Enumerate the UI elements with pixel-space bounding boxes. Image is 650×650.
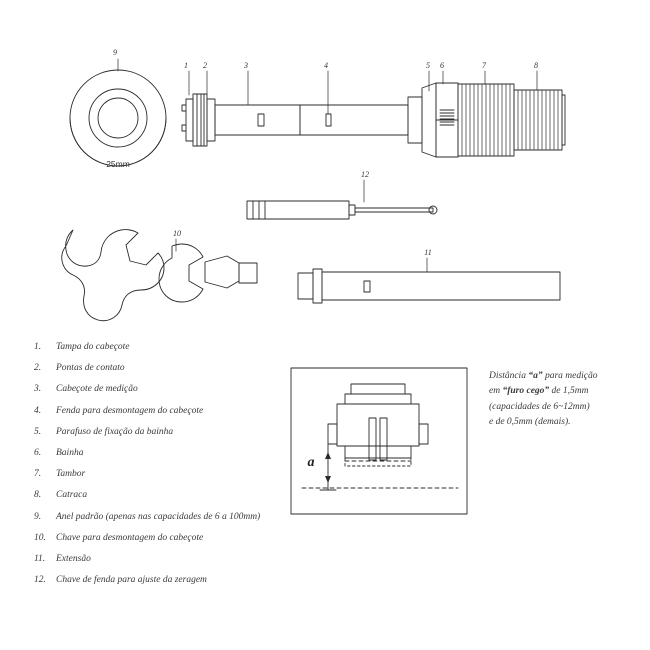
dimension-a-label: a [307,455,315,470]
legend-label: Tampa do cabeçote [56,342,130,352]
extension-part11 [298,269,560,303]
legend-label: Fenda para desmontagem do cabeçote [56,405,204,416]
legend-label: Pontas de contato [56,363,125,374]
note-line-3: (capacidades de 6~12mm) [489,401,590,412]
list-item [34,511,284,524]
callout-1: 1 [184,61,188,70]
list-item [34,447,284,460]
legend-label: Parafuso de fixação da bainha [56,426,174,437]
list-item [34,553,284,566]
note-line1-bold: “a” [528,371,543,381]
legend-number: 1. [34,342,42,352]
legend-number: 10. [34,532,46,543]
legend-label: Chave para desmontagem do cabeçote [56,532,204,543]
note-line2-pre: em [489,386,503,397]
legend-number: 7. [34,469,42,480]
list-item [34,468,284,481]
list-item [34,362,284,375]
legend-number: 4. [34,405,42,416]
list-item [34,383,284,396]
ring-gauge-size-label: 25mm [106,159,130,169]
legend-number: 5. [34,426,42,437]
callout-9: 9 [113,48,117,57]
list-item [34,341,284,354]
screwdriver-part12 [247,201,437,219]
wrench-part10 [62,230,257,321]
callout-11: 11 [424,248,432,257]
note-line-1 [489,369,637,384]
list-item [34,532,284,545]
note-line2-bold: “furo cego” [502,386,550,397]
callout-2: 2 [203,61,207,70]
callout-7: 7 [482,61,486,70]
note-line1-pre: Distância [489,371,529,381]
parts-legend [34,341,284,595]
blind-hole-detail [291,368,467,514]
legend-number: 6. [34,448,42,459]
callout-4: 4 [324,61,328,70]
legend-number: 3. [34,384,42,395]
note-line1-post: para medição [542,371,598,381]
callout-12: 12 [361,170,369,179]
callout-3: 3 [244,61,248,70]
callout-10: 10 [173,229,181,238]
list-item [34,426,284,439]
legend-number: 9. [34,511,42,522]
legend-label: Extensão [56,554,91,565]
legend-label: Bainha [56,448,84,459]
legend-label: Tambor [56,469,86,480]
legend-number: 8. [34,490,42,501]
legend-number: 11. [34,554,46,565]
callout-8: 8 [534,61,538,70]
note-line-4: e de 0,5mm (demais). [489,417,571,428]
legend-label: Catraca [56,490,88,501]
callout-5: 5 [426,61,430,70]
legend-label: Chave de fenda para ajuste da zeragem [56,575,207,586]
legend-number: 12. [34,575,46,586]
note-line2-post: de 1,5mm [549,386,589,397]
list-item [34,405,284,418]
list-item [34,574,284,587]
ring-gauge-part9 [70,70,166,166]
legend-number: 2. [34,363,42,374]
legend-label: Cabeçote de medição [56,384,138,395]
note-line-2 [489,384,637,399]
list-item [34,489,284,502]
micrometer-assembly [182,83,565,157]
legend-label: Anel padrão (apenas nas capacidades de 6 a 100mm) [56,511,261,522]
blind-hole-note [489,369,637,431]
callout-6: 6 [440,61,444,70]
